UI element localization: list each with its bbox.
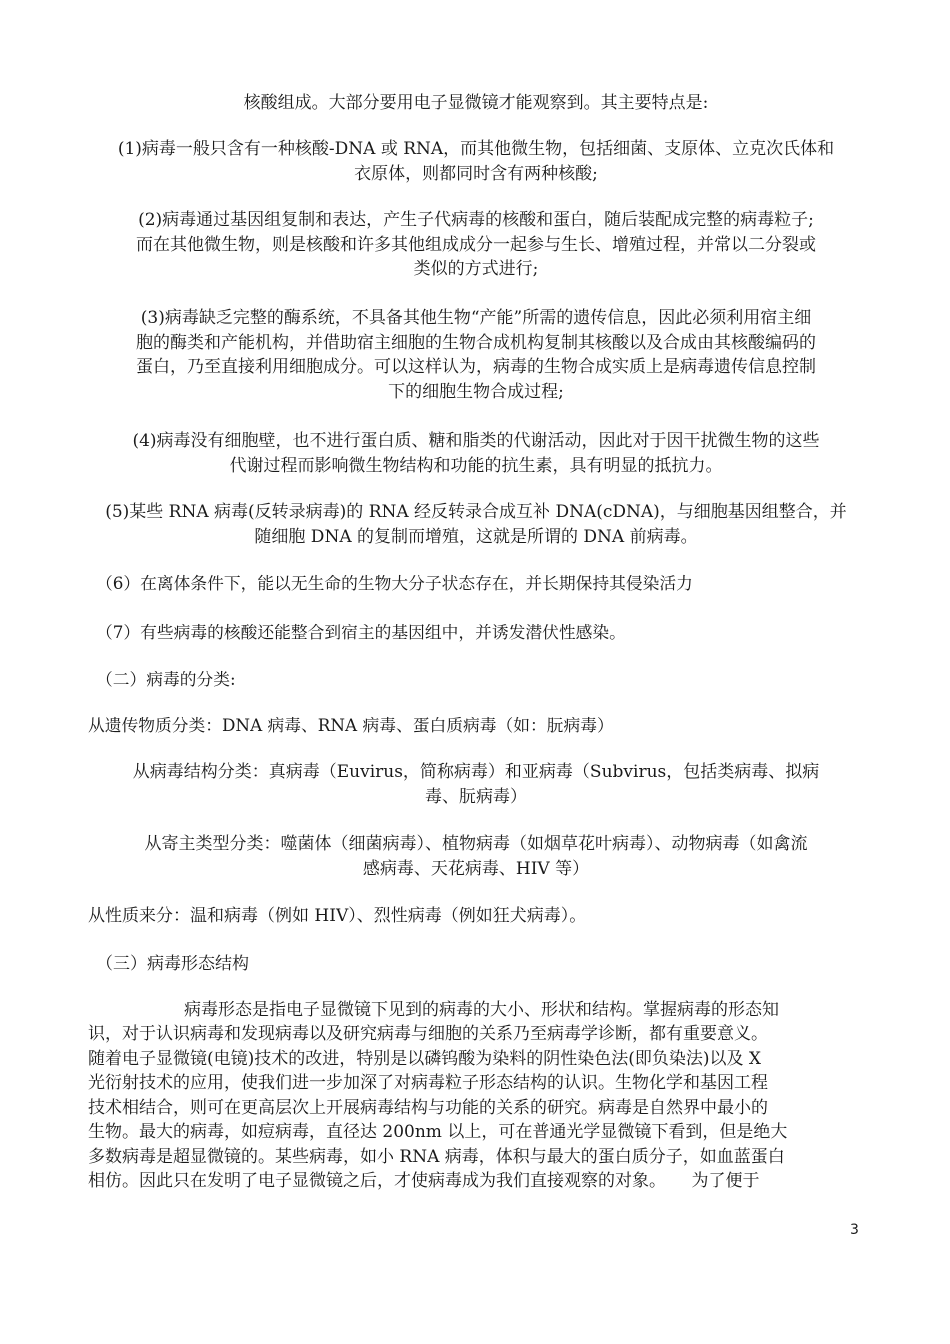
text-line: 衣原体，则都同时含有两种核酸; (354, 163, 598, 184)
text-line: 随细胞 DNA 的复制而增殖，这就是所谓的 DNA 前病毒。 (254, 526, 698, 547)
heading-text: （三）病毒形态结构 (96, 954, 249, 974)
text-line: 随着电子显微镜(电镜)技术的改进，特别是以磷钨酸为染料的阴性染色法(即负染法)以及 X (88, 1049, 762, 1069)
text-line: 从病毒结构分类：真病毒（Euvirus，简称病毒）和亚病毒（Subvirus，包括类病毒、拟病 (132, 762, 820, 782)
text-line: 毒、朊病毒） (425, 786, 527, 807)
text-line: 代谢过程而影响微生物结构和功能的抗生素，具有明显的抵抗力。 (229, 455, 723, 476)
paragraph-feature-5 (88, 500, 864, 549)
text-line: 识，对于认识病毒和发现病毒以及研究病毒与细胞的关系乃至病毒学诊断，都有重要意义。 (88, 1024, 768, 1044)
paragraph-feature-7 (96, 620, 626, 645)
text-line: 类似的方式进行; (413, 259, 539, 279)
text-line: （6）在离体条件下，能以无生命的生物大分子状态存在，并长期保持其侵染活力 (96, 573, 693, 593)
paragraph-feature-2 (88, 208, 864, 282)
text-line: 相仿。因此只在发明了电子显微镜之后，才使病毒成为我们直接观察的对象。 为了便于 (88, 1171, 760, 1191)
text-line: 蛋白，乃至直接利用细胞成分。可以这样认为，病毒的生物合成实质上是病毒遗传信息控制 (136, 357, 816, 377)
classification-nature (88, 904, 586, 929)
text-line: 从遗传物质分类：DNA 病毒、RNA 病毒、蛋白质病毒（如：朊病毒） (88, 715, 614, 735)
paragraph-intro (88, 91, 864, 116)
text-line: 感病毒、天花病毒、HIV 等） (362, 858, 590, 879)
page-number: 3 (850, 1222, 859, 1238)
text-line: 技术相结合，则可在更高层次上开展病毒结构与功能的关系的研究。病毒是自然界中最小的 (88, 1098, 768, 1118)
text-line: (4)病毒没有细胞壁，也不进行蛋白质、糖和脂类的代谢活动，因此对于因干扰微生物的这些 (132, 431, 820, 451)
section-heading-classification (96, 667, 236, 692)
heading-text: （二）病毒的分类: (96, 669, 236, 689)
text-line: 胞的酶类和产能机构，并借助宿主细胞的生物合成机构复制其核酸以及合成由其核酸编码的 (136, 332, 816, 353)
text-line: 生物。最大的病毒，如痘病毒，直径达 200nm 以上，可在普通光学显微镜下看到，但是绝大 (88, 1122, 788, 1142)
text-line: （7）有些病毒的核酸还能整合到宿主的基因组中，并诱发潜伏性感染。 (96, 622, 626, 642)
paragraph-feature-6 (96, 571, 693, 596)
text-line: 而在其他微生物，则是核酸和许多其他组成成分一起参与生长、增殖过程，并常以二分裂或 (136, 234, 816, 255)
text-line: (1)病毒一般只含有一种核酸-DNA 或 RNA，而其他微生物，包括细菌、支原体、立克次氏体和 (117, 139, 835, 159)
text-line: 病毒形态是指电子显微镜下见到的病毒的大小、形状和结构。掌握病毒的形态知 (184, 1000, 779, 1020)
text-line: (5)某些 RNA 病毒(反转录病毒)的 RNA 经反转录合成互补 DNA(cDNA)，与细胞基因组整合，并 (105, 502, 847, 522)
classification-structure (88, 760, 864, 809)
section-heading-morphology (96, 952, 249, 977)
classification-genetic (88, 713, 614, 738)
paragraph-feature-4 (88, 429, 864, 478)
paragraph-feature-3 (88, 306, 864, 404)
text-line: 多数病毒是超显微镜的。某些病毒，如小 RNA 病毒，体积与最大的蛋白质分子，如血蓝蛋白 (88, 1147, 785, 1167)
paragraph-feature-1 (88, 137, 864, 186)
classification-host (88, 832, 864, 881)
text-line: 光衍射技术的应用，使我们进一步加深了对病毒粒子形态结构的认识。生物化学和基因工程 (88, 1073, 768, 1093)
text-line: (3)病毒缺乏完整的酶系统，不具备其他生物“产能”所需的遗传信息，因此必须利用宿主细 (140, 308, 812, 328)
text-line: 从性质来分：温和病毒（例如 HIV）、烈性病毒（例如狂犬病毒）。 (88, 906, 587, 926)
text-line: 从寄主类型分类：噬菌体（细菌病毒）、植物病毒（如烟草花叶病毒）、动物病毒（如禽流 (144, 834, 808, 854)
text-line: 下的细胞生物合成过程; (388, 381, 564, 402)
text-line: (2)病毒通过基因组复制和表达，产生子代病毒的核酸和蛋白，随后装配成完整的病毒粒子; (138, 210, 814, 230)
text-line: 核酸组成。大部分要用电子显微镜才能观察到。其主要特点是: (243, 93, 709, 113)
